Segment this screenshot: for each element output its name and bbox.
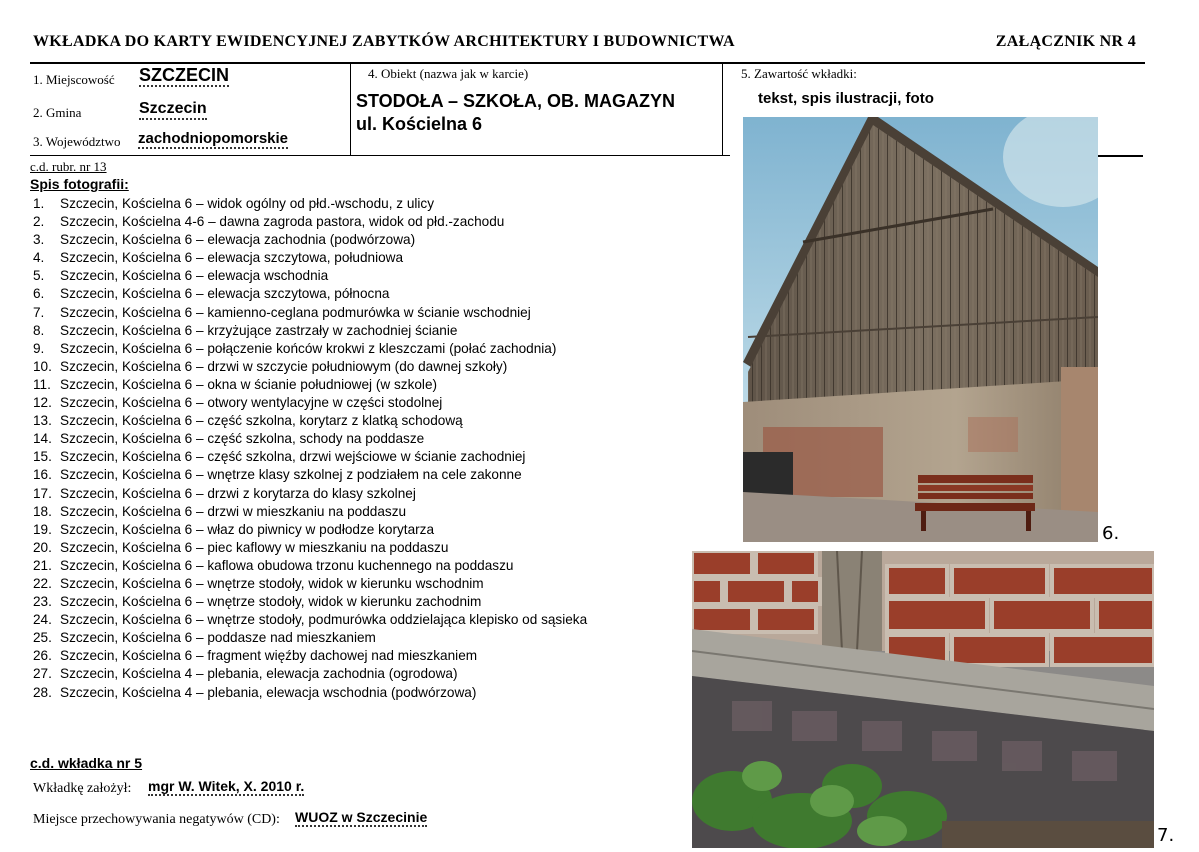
photo-list-text: Szczecin, Kościelna 4-6 – dawna zagroda pastora, widok od płd.-zachodu [60, 214, 505, 230]
photo6-number: 6. [1102, 523, 1120, 544]
commune-value: Szczecin [139, 101, 207, 120]
object-name-line2: ul. Kościelna 6 [356, 114, 483, 134]
commune-label: 2. Gmina [33, 105, 82, 120]
photo-list-number: 26. [33, 648, 52, 664]
photo-list-text: Szczecin, Kościelna 6 – wnętrze stodoły, widok w kierunku wschodnim [60, 575, 484, 591]
photo-list-text: Szczecin, Kościelna 6 – elewacja szczytowa, północna [60, 286, 390, 302]
photo-list-item [33, 466, 587, 484]
photo-list-number: 19. [33, 521, 52, 537]
photo-list-number: 12. [33, 395, 52, 411]
photo-list-item [33, 267, 587, 285]
photo-list-text: Szczecin, Kościelna 6 – część szkolna, schody na poddasze [60, 431, 425, 447]
photo-list-item [33, 665, 587, 683]
photo-list-number: 3. [33, 232, 45, 248]
photo7-number: 7. [1157, 825, 1175, 846]
photo-list-number: 13. [33, 413, 52, 429]
photo-list-item [33, 684, 587, 702]
annex-number: ZAŁĄCZNIK NR 4 [995, 33, 1136, 50]
photo-list-text: Szczecin, Kościelna 6 – połączenie końców krokwi z kleszczami (połać zachodnia) [60, 340, 557, 356]
photo-list [33, 195, 587, 702]
photo-list-number: 4. [33, 250, 45, 266]
photo-list-text: Szczecin, Kościelna 6 – drzwi w mieszkaniu na poddaszu [60, 503, 407, 519]
photo-list-item [33, 647, 587, 665]
photo-list-item [33, 358, 587, 376]
photo-list-item [33, 322, 587, 340]
photo-list-item [33, 503, 587, 521]
photo-list-number: 5. [33, 268, 45, 284]
photo-list-text: Szczecin, Kościelna 6 – piec kaflowy w mieszkaniu na poddaszu [60, 539, 449, 555]
contents-label: 5. Zawartość wkładki: [741, 66, 857, 81]
header-divider [30, 62, 1145, 64]
province-value: zachodniopomorskie [138, 130, 289, 147]
founded-label: Wkładkę założył: [33, 781, 132, 796]
photo-list-text: Szczecin, Kościelna 6 – drzwi z korytarza do klasy szkolnej [60, 485, 416, 501]
photo-list-item [33, 593, 587, 611]
photo-list-item [33, 249, 587, 267]
photo-list-number: 16. [33, 467, 52, 483]
continued-insert: c.d. wkładka nr 5 [30, 755, 143, 771]
photo-list-text: Szczecin, Kościelna 6 – wnętrze stodoły, podmurówka oddzielająca klepisko od sąsieka [60, 612, 588, 628]
photo-list-text: Szczecin, Kościelna 6 – widok ogólny od płd.-wschodu, z ulicy [60, 196, 435, 211]
photo-list-text: Szczecin, Kościelna 6 – wnętrze klasy szkolnej z podziałem na cele zakonne [60, 467, 522, 483]
object-name-line1: STODOŁA – SZKOŁA, OB. MAGAZYN [356, 91, 676, 111]
photo-list-item [33, 521, 587, 539]
photo-list-text: Szczecin, Kościelna 6 – elewacja szczytowa, południowa [60, 250, 404, 266]
photo-list-number: 15. [33, 449, 52, 465]
photo-list-item [33, 485, 587, 503]
photo-list-number: 9. [33, 340, 45, 356]
photo-list-number: 25. [33, 630, 52, 646]
photo-list-number: 14. [33, 431, 52, 447]
photo-list-item [33, 412, 587, 430]
photo-list-item [33, 611, 587, 629]
document-title: WKŁADKA DO KARTY EWIDENCYJNEJ ZABYTKÓW ARCHITEKTURY I BUDOWNICTWA [33, 33, 735, 50]
photo-list-item [33, 557, 587, 575]
photo-list-text: Szczecin, Kościelna 6 – poddasze nad mieszkaniem [60, 630, 376, 646]
founded-value: mgr W. Witek, X. 2010 r. [148, 778, 305, 794]
photo-list-item [33, 430, 587, 448]
photo-list-text: Szczecin, Kościelna 6 – fragment więźby dachowej nad mieszkaniem [60, 648, 478, 664]
photo-list-number: 7. [33, 304, 45, 320]
photo-list-text: Szczecin, Kościelna 4 – plebania, elewacja zachodnia (ogrodowa) [60, 666, 458, 682]
photo-list-text: Szczecin, Kościelna 4 – plebania, elewacja wschodnia (podwórzowa) [60, 684, 477, 700]
foundation-photo-image [692, 551, 1154, 848]
photo-list-text: Szczecin, Kościelna 6 – drzwi w szczycie południowym (do dawnej szkoły) [60, 358, 508, 374]
photo-list-text: Szczecin, Kościelna 6 – część szkolna, drzwi wejściowe w ścianie zachodniej [60, 449, 526, 465]
rubric-continued: c.d. rubr. nr 13 [30, 159, 107, 174]
photo-list-number: 1. [33, 196, 45, 211]
province-label: 3. Województwo [33, 134, 121, 149]
photo-list-item [33, 575, 587, 593]
storage-label: Miejsce przechowywania negatywów (CD): [33, 812, 280, 827]
storage-value: WUOZ w Szczecinie [295, 809, 428, 825]
photo-list-number: 24. [33, 612, 52, 628]
photo-list-number: 10. [33, 358, 52, 374]
locality-value: SZCZECIN [139, 65, 229, 85]
photo-list-text: Szczecin, Kościelna 6 – elewacja wschodnia [60, 268, 329, 284]
column-divider [350, 63, 351, 156]
photo-list-item [33, 231, 587, 249]
object-label: 4. Obiekt (nazwa jak w karcie) [368, 66, 529, 81]
photo-list-number: 20. [33, 539, 52, 555]
photo-list-text: Szczecin, Kościelna 6 – elewacja zachodnia (podwórzowa) [60, 232, 416, 248]
form-right-divider [1098, 155, 1143, 157]
photo-list-item [33, 394, 587, 412]
contents-value: tekst, spis ilustracji, foto [758, 90, 934, 107]
photo-list-text: Szczecin, Kościelna 6 – kamienno-ceglana podmurówka w ścianie wschodniej [60, 304, 531, 320]
photo-list-item [33, 376, 587, 394]
photo-list-number: 6. [33, 286, 45, 302]
photo-list-number: 17. [33, 485, 52, 501]
column-divider [722, 63, 723, 156]
barn-photo [743, 117, 1098, 542]
photo-list-item [33, 340, 587, 358]
locality-label: 1. Miejscowość [33, 72, 115, 87]
photo-list-text: Szczecin, Kościelna 6 – okna w ścianie południowej (w szkole) [60, 376, 438, 392]
photo-list-number: 21. [33, 557, 52, 573]
photo-list-number: 2. [33, 214, 45, 230]
photo-list-text: Szczecin, Kościelna 6 – właz do piwnicy w podłodze korytarza [60, 521, 435, 537]
barn-photo-image [743, 117, 1098, 542]
form-bottom-divider [30, 155, 730, 156]
photo-list-item [33, 448, 587, 466]
photo-list-number: 11. [33, 376, 51, 392]
foundation-photo [692, 551, 1154, 848]
photo-list-number: 23. [33, 594, 52, 610]
photo-list-item [33, 285, 587, 303]
photo-list-number: 18. [33, 503, 52, 519]
photo-list-text: Szczecin, Kościelna 6 – krzyżujące zastrzały w zachodniej ścianie [60, 322, 458, 338]
photo-list-item [33, 195, 587, 213]
photo-list-number: 28. [33, 684, 52, 700]
photo-list-number: 27. [33, 666, 52, 682]
photo-list-text: Szczecin, Kościelna 6 – wnętrze stodoły, widok w kierunku zachodnim [60, 594, 482, 610]
photo-list-item [33, 539, 587, 557]
photo-list-text: Szczecin, Kościelna 6 – otwory wentylacyjne w części stodolnej [60, 395, 443, 411]
photo-list-item [33, 213, 587, 231]
photo-list-item [33, 629, 587, 647]
photo-list-text: Szczecin, Kościelna 6 – kaflowa obudowa trzonu kuchennego na poddaszu [60, 557, 514, 573]
photos-heading: Spis fotografii: [30, 176, 129, 192]
photo-list-number: 22. [33, 575, 52, 591]
photo-list-text: Szczecin, Kościelna 6 – część szkolna, korytarz z klatką schodową [60, 413, 463, 429]
photo-list-number: 8. [33, 322, 45, 338]
photo-list-item [33, 304, 587, 322]
object-name [356, 90, 675, 136]
